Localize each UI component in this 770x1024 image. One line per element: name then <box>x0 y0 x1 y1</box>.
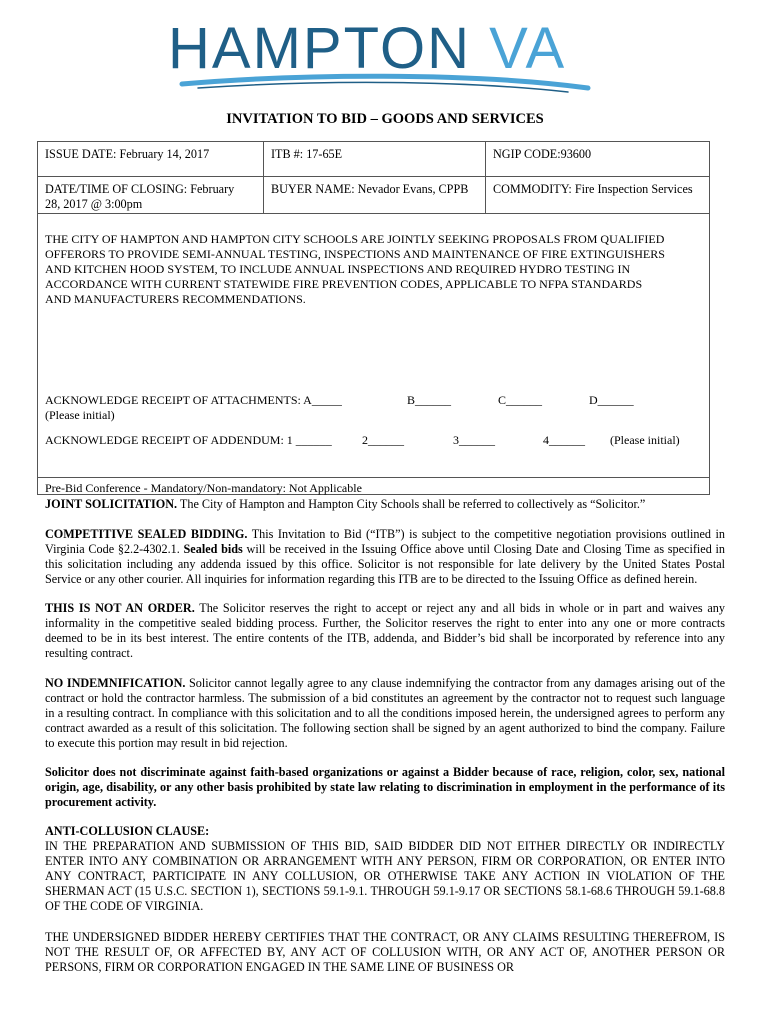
competitive-heading: COMPETITIVE SEALED BIDDING. <box>45 527 248 541</box>
no-indemnification <box>45 676 725 751</box>
attachment-b: B______ <box>407 393 452 407</box>
sealed-bids: Sealed bids <box>183 542 243 556</box>
addendum-note: (Please initial) <box>610 433 680 447</box>
description-line: ACCORDANCE WITH CURRENT STATEWIDE FIRE PREVENTION CODES, APPLICABLE TO NFPA STANDARDS <box>45 277 643 291</box>
document-title: INVITATION TO BID – GOODS AND SERVICES <box>226 111 544 127</box>
prebid-conference: Pre-Bid Conference - Mandatory/Non-mandatory: Not Applicable <box>38 477 709 499</box>
indemnification-heading: NO INDEMNIFICATION. <box>45 676 186 690</box>
joint-text: The City of Hampton and Hampton City Schools shall be referred to collectively as “Solicitor.” <box>177 497 646 511</box>
ngip-code: NGIP CODE:93600 <box>485 142 711 176</box>
not-order-text: The Solicitor reserves the right to accept or reject any and all bids in whole or in part and waives any informality in the competitive sealed bidding process. Further, the Solicitor reserves the right to enter into any one or more contracts deemed to be in its best interest. The entire contents of the ITB, addenda, and Bidder’s bid shall be incorporated by reference into any resulting contract. <box>45 601 725 660</box>
commodity: COMMODITY: Fire Inspection Services <box>485 177 711 213</box>
header-row-2 <box>38 177 709 214</box>
attachment-d: D______ <box>589 393 634 407</box>
closing-line-2: 28, 2017 @ 3:00pm <box>45 197 143 211</box>
addendum-3: 3______ <box>453 433 495 447</box>
attachment-c: C______ <box>498 393 543 407</box>
closing-date <box>38 177 263 213</box>
bid-description <box>45 232 695 307</box>
certification <box>45 930 725 975</box>
issue-date: ISSUE DATE: February 14, 2017 <box>45 147 210 161</box>
description-line: THE CITY OF HAMPTON AND HAMPTON CITY SCHOOLS ARE JOINTLY SEEKING PROPOSALS FROM QUALIFIED <box>45 232 665 246</box>
logo-hampton: HAMPTON <box>168 18 490 81</box>
logo-va: VA <box>489 18 567 81</box>
logo-wordmark <box>168 18 566 81</box>
indemnification-text: Solicitor cannot legally agree to any clause indemnifying the contractor from any damages arising out of the contract or hold the contractor harmless. The submission of a bid constitutes an agreement by the contractor not to request such language in a resulting contract. In compliance with this solicitation and to all the conditions imposed herein, the undersigned agrees to perform any contract awarded as a result of this solicitation. The following section shall be signed by an agent authorized to bind the company. Failure to execute this portion may result in bid rejection. <box>45 676 725 750</box>
nondiscrimination <box>45 765 725 810</box>
joint-heading: JOINT SOLICITATION. <box>45 497 178 511</box>
hampton-va-logo <box>168 18 598 98</box>
certification-text: THE UNDERSIGNED BIDDER HEREBY CERTIFIES THAT THE CONTRACT, OR ANY CLAIMS RESULTING THEREFROM, IS NOT THE RESULT OF, OR AFFECTED BY, ANY ACT OF COLLUSION WITH, OR ANY ACT OF, ANOTHER PERSON OR PERSONS, FIRM OR CORPORATION ENGAGED IN THE SAME LINE OF BUSINESS OR <box>45 930 725 974</box>
description-line: OFFERORS TO PROVIDE SEMI-ANNUAL TESTING, INSPECTIONS AND MAINTENANCE OF FIRE EXTINGUISHERS <box>45 247 665 261</box>
not-order-heading: THIS IS NOT AN ORDER. <box>45 601 195 615</box>
description-line: AND KITCHEN HOOD SYSTEM, TO INCLUDE ANNUAL INSPECTIONS AND REQUIRED HYDRO TESTING IN <box>45 262 631 276</box>
not-an-order <box>45 601 725 661</box>
addendum-2: 2______ <box>362 433 404 447</box>
addendum-4: 4______ <box>543 433 585 447</box>
competitive-text-2: will be received in the Issuing Office above until Closing Date and Closing Time as specified in this solicitation including any addenda issued by this office. Solicitor is not responsible for late delivery by the United States Postal Service or any other courier. All inquiries for information regarding this ITB are to be directed to the Issuing Office as defined herein. <box>45 542 726 586</box>
competitive-text-1: This Invitation to Bid (“ITB”) is subject to the competitive negotiation provisions outlined in Virginia Code §2.2-4302.1. <box>45 527 725 556</box>
bid-info-box <box>37 141 710 495</box>
addendum-label: ACKNOWLEDGE RECEIPT OF ADDENDUM: 1 ______ <box>45 433 332 447</box>
competitive-bidding <box>45 527 725 587</box>
description-line: AND MANUFACTURERS RECOMMENDATIONS. <box>45 292 306 306</box>
anti-collusion-text: IN THE PREPARATION AND SUBMISSION OF THIS BID, SAID BIDDER DID NOT EITHER DIRECTLY OR INDIRECTLY ENTER INTO ANY COMBINATION OR ARRANGEMENT WITH ANY PERSON, FIRM OR CORPORATION, OR ENTER INTO ANY CONTRACT, PARTICIPATE IN ANY COLLUSION, OR OTHERWISE TAKE ANY ACTION IN VIOLATION OF THE SHERMAN ACT (15 U.S.C. SECTION 1), SECTIONS 59.1-9.1. THROUGH 59.1-9.17 OR SECTIONS 58.1-68.6 THROUGH 59.1-68.8 OF THE CODE OF VIRGINIA. <box>45 839 725 913</box>
logo-swoosh-thin <box>198 82 568 92</box>
anti-collusion <box>45 824 725 914</box>
nondiscrimination-text: Solicitor does not discriminate against faith-based organizations or against a Bidder because of race, religion, color, sex, national origin, age, disability, or any other basis prohibited by state law relating to discrimination in employment in the performance of its procurement activity. <box>45 765 725 809</box>
closing-line-1: DATE/TIME OF CLOSING: February <box>45 182 235 196</box>
itb-number: ITB #: 17-65E <box>263 142 485 176</box>
anti-collusion-heading: ANTI-COLLUSION CLAUSE: <box>45 824 210 838</box>
joint-solicitation <box>45 497 725 512</box>
buyer-name: BUYER NAME: Nevador Evans, CPPB <box>263 177 485 213</box>
attachments-label: ACKNOWLEDGE RECEIPT OF ATTACHMENTS: A_____ <box>45 393 342 407</box>
attachments-note: (Please initial) <box>45 408 115 422</box>
header-row-1 <box>38 142 709 177</box>
